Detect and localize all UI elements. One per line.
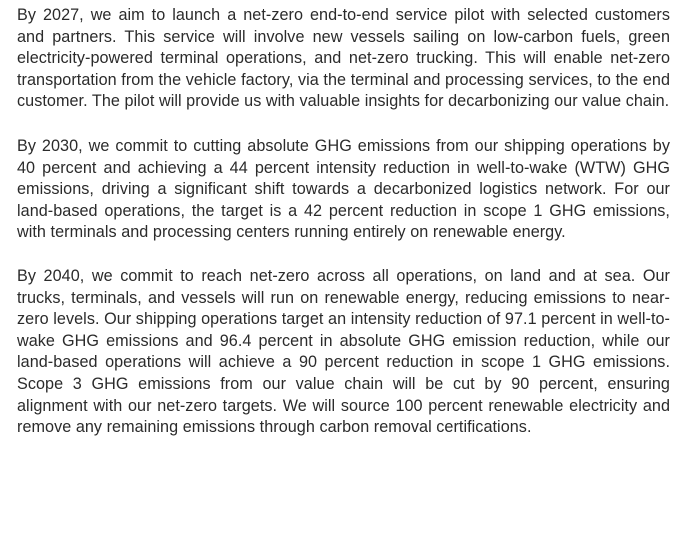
paragraph-2030-targets: By 2030, we commit to cutting absolute GHG emissions from our shipping operations by 40 percent and achieving a 44 percent intensity reduction in well-to-wake (WTW) GHG emissions, driving a significant shift towards a decarbonized logistics network. For our land-based operations, the target is a 42 percent reduction in scope 1 GHG emissions, with terminals and processing centers running entirely on renewable energy. [17, 136, 670, 242]
paragraph-2027-pilot: By 2027, we aim to launch a net-zero end-to-end service pilot with selected customers and partners. This service will involve new vessels sailing on low-carbon fuels, green electricity-powered terminal operations, and net-zero trucking. This will enable net-zero transportation from the vehicle factory, via the terminal and processing services, to the end customer. The pilot will provide us with valuable insights for decarbonizing our value chain. [17, 6, 670, 111]
paragraph-2040-net-zero: By 2040, we commit to reach net-zero across all operations, on land and at sea. Our trucks, terminals, and vessels will run on renewable energy, reducing emissions to near-zero levels. Our shipping operations target an intensity reduction of 97.1 percent in well-to-wake GHG emissions and 96.4 percent in absolute GHG emission reduction, while our land-based operations will achieve a 90 percent reduction in scope 1 GHG emissions. Scope 3 GHG emissions from our value chain will be cut by 90 percent, ensuring alignment with our net-zero targets. We will source 100 percent renewable electricity and remove any remaining emissions through carbon removal certifications. [17, 266, 670, 437]
